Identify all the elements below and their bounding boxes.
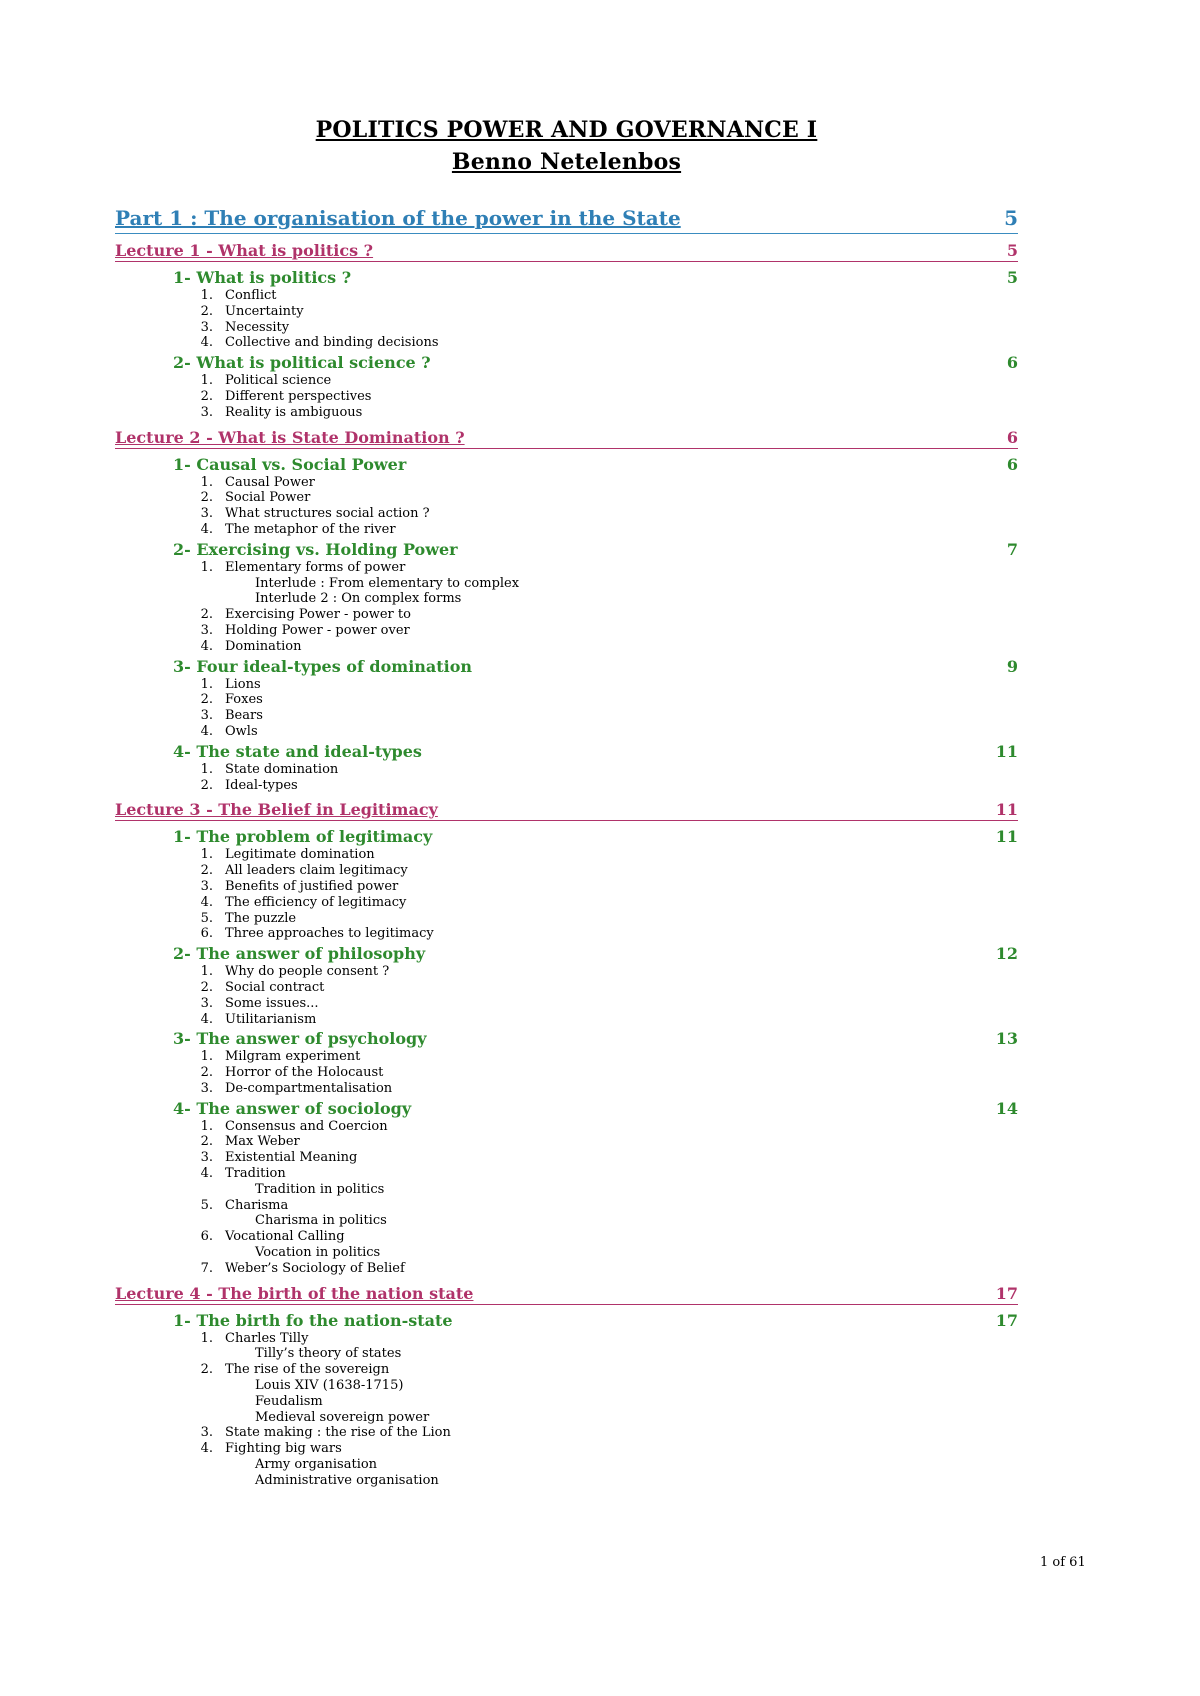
- item-text: Fighting big wars: [225, 1441, 342, 1457]
- sub-item[interactable]: [115, 576, 1018, 592]
- list-item[interactable]: [115, 607, 1018, 623]
- lecture-label: Lecture 3 - The Belief in Legitimacy: [115, 800, 438, 820]
- toc-section[interactable]: [115, 540, 1018, 560]
- section-label: 2- Exercising vs. Holding Power: [173, 539, 458, 559]
- item-number: 2.: [200, 1134, 213, 1150]
- list-item[interactable]: [115, 506, 1018, 522]
- sub-item-text: Administrative organisation: [255, 1472, 439, 1488]
- lecture-page: 6: [1006, 427, 1018, 447]
- sub-item[interactable]: [115, 1378, 1018, 1394]
- sub-item-text: Medieval sovereign power: [255, 1409, 430, 1425]
- item-number: 4.: [200, 638, 213, 654]
- item-text: All leaders claim legitimacy: [225, 863, 408, 879]
- section-page: 11: [995, 741, 1018, 761]
- item-number: 2.: [200, 692, 213, 708]
- item-number: 1.: [200, 288, 213, 303]
- list-item[interactable]: [115, 560, 1018, 576]
- sub-item-text: Feudalism: [255, 1393, 323, 1409]
- list-item[interactable]: [115, 778, 1018, 794]
- list-item[interactable]: [115, 522, 1018, 538]
- item-number: 1.: [200, 1330, 213, 1346]
- section-items: [115, 1049, 1018, 1096]
- list-item[interactable]: [115, 623, 1018, 639]
- item-number: 4.: [200, 1441, 213, 1457]
- list-item[interactable]: [115, 1261, 1018, 1277]
- item-number: 2.: [200, 388, 213, 404]
- toc-section[interactable]: [115, 657, 1018, 677]
- item-number: 3.: [200, 622, 213, 638]
- section-items: [115, 475, 1018, 538]
- item-text: Social contract: [225, 979, 325, 995]
- toc-section[interactable]: [115, 827, 1018, 847]
- item-text: Necessity: [225, 319, 290, 335]
- item-number: 3.: [200, 1150, 213, 1166]
- list-item[interactable]: [115, 1012, 1018, 1028]
- item-text: Utilitarianism: [225, 1011, 317, 1027]
- toc-section[interactable]: [115, 455, 1018, 475]
- item-number: 2.: [200, 607, 213, 623]
- item-number: 4.: [200, 335, 213, 351]
- toc-lecture[interactable]: [115, 799, 1018, 821]
- toc-section[interactable]: [115, 1099, 1018, 1119]
- item-number: 2.: [200, 777, 213, 793]
- item-number: 1.: [200, 373, 213, 389]
- item-number: 3.: [200, 1080, 213, 1096]
- list-item[interactable]: [115, 1198, 1018, 1214]
- lecture-page: 17: [995, 1283, 1018, 1303]
- section-items: [115, 762, 1018, 794]
- item-text: Some issues...: [225, 995, 319, 1011]
- item-text: Owls: [225, 723, 258, 739]
- list-item[interactable]: [115, 1049, 1018, 1065]
- list-item[interactable]: [115, 895, 1018, 911]
- toc-lecture[interactable]: [115, 240, 1018, 262]
- item-text: Exercising Power - power to: [225, 607, 411, 623]
- item-number: 3.: [200, 404, 213, 420]
- item-number: 4.: [200, 1011, 213, 1027]
- item-text: Uncertainty: [225, 303, 304, 319]
- toc-section[interactable]: [115, 353, 1018, 373]
- list-item[interactable]: [115, 373, 1018, 389]
- item-text: Elementary forms of power: [225, 559, 406, 575]
- item-number: 1.: [200, 676, 213, 692]
- item-number: 5.: [200, 1197, 213, 1213]
- item-text: Weber’s Sociology of Belief: [225, 1260, 405, 1276]
- list-item[interactable]: [115, 692, 1018, 708]
- list-item[interactable]: [115, 639, 1018, 655]
- toc-section[interactable]: [115, 944, 1018, 964]
- item-number: 4.: [200, 894, 213, 910]
- toc-section[interactable]: [115, 742, 1018, 762]
- list-item[interactable]: [115, 996, 1018, 1012]
- item-text: Ideal-types: [225, 777, 298, 793]
- item-text: Collective and binding decisions: [225, 335, 439, 351]
- sub-item[interactable]: [115, 1213, 1018, 1229]
- item-text: Tradition: [225, 1166, 286, 1182]
- lecture-page: 5: [1006, 241, 1018, 260]
- item-text: The rise of the sovereign: [225, 1362, 390, 1378]
- lecture-page: 11: [995, 800, 1018, 820]
- list-item[interactable]: [115, 320, 1018, 336]
- list-item[interactable]: [115, 911, 1018, 927]
- table-of-contents: [115, 203, 1018, 1489]
- list-item[interactable]: [115, 1119, 1018, 1135]
- item-text: Foxes: [225, 692, 263, 708]
- toc-section[interactable]: [115, 1029, 1018, 1049]
- section-label: 2- What is political science ?: [173, 353, 431, 373]
- list-item[interactable]: [115, 863, 1018, 879]
- sub-item-text: Interlude : From elementary to complex: [255, 575, 520, 591]
- item-number: 2.: [200, 303, 213, 319]
- item-text: State making : the rise of the Lion: [225, 1425, 451, 1441]
- item-number: 3.: [200, 995, 213, 1011]
- item-text: Existential Meaning: [225, 1150, 358, 1166]
- section-label: 1- Causal vs. Social Power: [173, 454, 407, 474]
- item-number: 3.: [200, 319, 213, 335]
- item-number: 1.: [200, 847, 213, 863]
- section-page: 9: [1006, 656, 1018, 676]
- item-number: 1.: [200, 1049, 213, 1065]
- item-text: Max Weber: [225, 1134, 300, 1150]
- sub-item[interactable]: [115, 1182, 1018, 1198]
- section-label: 4- The answer of sociology: [173, 1098, 412, 1118]
- item-text: Milgram experiment: [225, 1049, 361, 1065]
- list-item[interactable]: [115, 1229, 1018, 1245]
- list-item[interactable]: [115, 1150, 1018, 1166]
- section-items: [115, 373, 1018, 420]
- sub-item-text: Army organisation: [255, 1457, 378, 1473]
- document-author: Benno Netelenbos: [451, 149, 682, 175]
- section-page: 6: [1006, 353, 1018, 373]
- sub-item-text: Tradition in politics: [255, 1181, 385, 1197]
- list-item[interactable]: [115, 1425, 1018, 1441]
- item-text: Vocational Calling: [225, 1229, 345, 1245]
- section-label: 2- The answer of philosophy: [173, 944, 426, 964]
- item-number: 4.: [200, 723, 213, 739]
- item-text: Benefits of justified power: [225, 878, 399, 894]
- item-text: The efficiency of legitimacy: [225, 894, 407, 910]
- item-number: 3.: [200, 878, 213, 894]
- item-text: Holding Power - power over: [225, 622, 410, 638]
- list-item[interactable]: [115, 980, 1018, 996]
- item-number: 6.: [200, 1229, 213, 1245]
- list-item[interactable]: [115, 847, 1018, 863]
- section-label: 1- What is politics ?: [173, 268, 352, 287]
- item-text: State domination: [225, 761, 339, 777]
- toc-lecture[interactable]: [115, 427, 1018, 449]
- item-text: Charisma: [225, 1197, 289, 1213]
- section-label: 3- Four ideal-types of domination: [173, 656, 473, 676]
- section-page: 6: [1006, 454, 1018, 474]
- section-page: 11: [995, 827, 1018, 847]
- item-number: 3.: [200, 506, 213, 522]
- item-number: 4.: [200, 1166, 213, 1182]
- item-text: Political science: [225, 373, 332, 389]
- section-label: 1- The birth fo the nation-state: [173, 1310, 453, 1330]
- item-number: 3.: [200, 1425, 213, 1441]
- section-page: 5: [1006, 268, 1018, 287]
- toc-section[interactable]: [115, 268, 1018, 288]
- item-number: 1.: [200, 474, 213, 490]
- item-text: Domination: [225, 638, 302, 654]
- item-number: 2.: [200, 1362, 213, 1378]
- list-item[interactable]: [115, 475, 1018, 491]
- list-item[interactable]: [115, 926, 1018, 942]
- lecture-label: Lecture 4 - The birth of the nation state: [115, 1283, 474, 1303]
- section-label: 4- The state and ideal-types: [173, 741, 422, 761]
- sub-item[interactable]: [115, 1457, 1018, 1473]
- item-text: Causal Power: [225, 474, 315, 490]
- list-item[interactable]: [115, 405, 1018, 421]
- sub-item-text: Tilly’s theory of states: [255, 1346, 402, 1362]
- list-item[interactable]: [115, 490, 1018, 506]
- sub-item-text: Charisma in politics: [255, 1213, 387, 1229]
- page-indicator: 1 of 61: [1040, 1555, 1086, 1570]
- list-item[interactable]: [115, 288, 1018, 304]
- item-number: 6.: [200, 926, 213, 942]
- list-item[interactable]: [115, 677, 1018, 693]
- item-number: 2.: [200, 979, 213, 995]
- list-item[interactable]: [115, 1166, 1018, 1182]
- item-text: Charles Tilly: [225, 1330, 309, 1346]
- section-page: 12: [995, 944, 1018, 964]
- list-item[interactable]: [115, 1441, 1018, 1457]
- item-text: Bears: [225, 708, 263, 724]
- item-number: 2.: [200, 490, 213, 506]
- item-number: 7.: [200, 1260, 213, 1276]
- list-item[interactable]: [115, 724, 1018, 740]
- section-label: 3- The answer of psychology: [173, 1029, 427, 1049]
- section-page: 13: [995, 1029, 1018, 1049]
- sub-item[interactable]: [115, 1473, 1018, 1489]
- toc-section[interactable]: [115, 1311, 1018, 1331]
- section-page: 7: [1006, 539, 1018, 559]
- item-text: The metaphor of the river: [225, 521, 396, 537]
- item-text: Different perspectives: [225, 388, 372, 404]
- sub-item-text: Louis XIV (1638-1715): [255, 1378, 404, 1394]
- list-item[interactable]: [115, 304, 1018, 320]
- sub-item[interactable]: [115, 1394, 1018, 1410]
- item-number: 1.: [200, 761, 213, 777]
- item-text: Three approaches to legitimacy: [225, 926, 434, 942]
- section-items: [115, 1119, 1018, 1277]
- document-title: POLITICS POWER AND GOVERNANCE I: [315, 117, 818, 143]
- item-text: De-compartmentalisation: [225, 1080, 393, 1096]
- list-item[interactable]: [115, 1134, 1018, 1150]
- item-text: Legitimate domination: [225, 847, 375, 863]
- section-items: [115, 964, 1018, 1027]
- section-items: [115, 1331, 1018, 1489]
- item-text: The puzzle: [225, 910, 297, 926]
- sub-item[interactable]: [115, 1245, 1018, 1261]
- list-item[interactable]: [115, 1081, 1018, 1097]
- list-item[interactable]: [115, 389, 1018, 405]
- item-number: 3.: [200, 708, 213, 724]
- item-text: Consensus and Coercion: [225, 1118, 388, 1134]
- list-item[interactable]: [115, 762, 1018, 778]
- item-number: 1.: [200, 964, 213, 980]
- part-label: Part 1 : The organisation of the power in the State: [115, 206, 681, 230]
- item-text: Reality is ambiguous: [225, 404, 363, 420]
- item-text: Horror of the Holocaust: [225, 1065, 384, 1081]
- item-number: 1.: [200, 1118, 213, 1134]
- sub-item[interactable]: [115, 591, 1018, 607]
- list-item[interactable]: [115, 879, 1018, 895]
- sub-item[interactable]: [115, 1346, 1018, 1362]
- item-text: Social Power: [225, 490, 311, 506]
- toc-lecture[interactable]: [115, 1283, 1018, 1305]
- list-item[interactable]: [115, 1331, 1018, 1347]
- sub-item-text: Interlude 2 : On complex forms: [255, 591, 462, 607]
- item-number: 2.: [200, 863, 213, 879]
- lecture-label: Lecture 1 - What is politics ?: [115, 241, 374, 260]
- item-text: Lions: [225, 676, 261, 692]
- item-text: What structures social action ?: [225, 506, 430, 522]
- section-items: [115, 677, 1018, 740]
- sub-item-text: Vocation in politics: [255, 1245, 381, 1261]
- list-item[interactable]: [115, 1362, 1018, 1378]
- item-text: Why do people consent ?: [225, 964, 390, 980]
- list-item[interactable]: [115, 1065, 1018, 1081]
- list-item[interactable]: [115, 335, 1018, 351]
- section-page: 14: [995, 1098, 1018, 1118]
- sub-item[interactable]: [115, 1410, 1018, 1426]
- item-number: 4.: [200, 521, 213, 537]
- lecture-label: Lecture 2 - What is State Domination ?: [115, 427, 465, 447]
- section-items: [115, 288, 1018, 351]
- item-number: 1.: [200, 559, 213, 575]
- item-number: 2.: [200, 1065, 213, 1081]
- list-item[interactable]: [115, 708, 1018, 724]
- part-page: 5: [1004, 206, 1018, 230]
- section-items: [115, 847, 1018, 942]
- list-item[interactable]: [115, 964, 1018, 980]
- section-page: 17: [995, 1310, 1018, 1330]
- section-label: 1- The problem of legitimacy: [173, 827, 433, 847]
- item-text: Conflict: [225, 288, 277, 303]
- toc-part[interactable]: [115, 203, 1018, 234]
- item-number: 5.: [200, 910, 213, 926]
- section-items: [115, 560, 1018, 655]
